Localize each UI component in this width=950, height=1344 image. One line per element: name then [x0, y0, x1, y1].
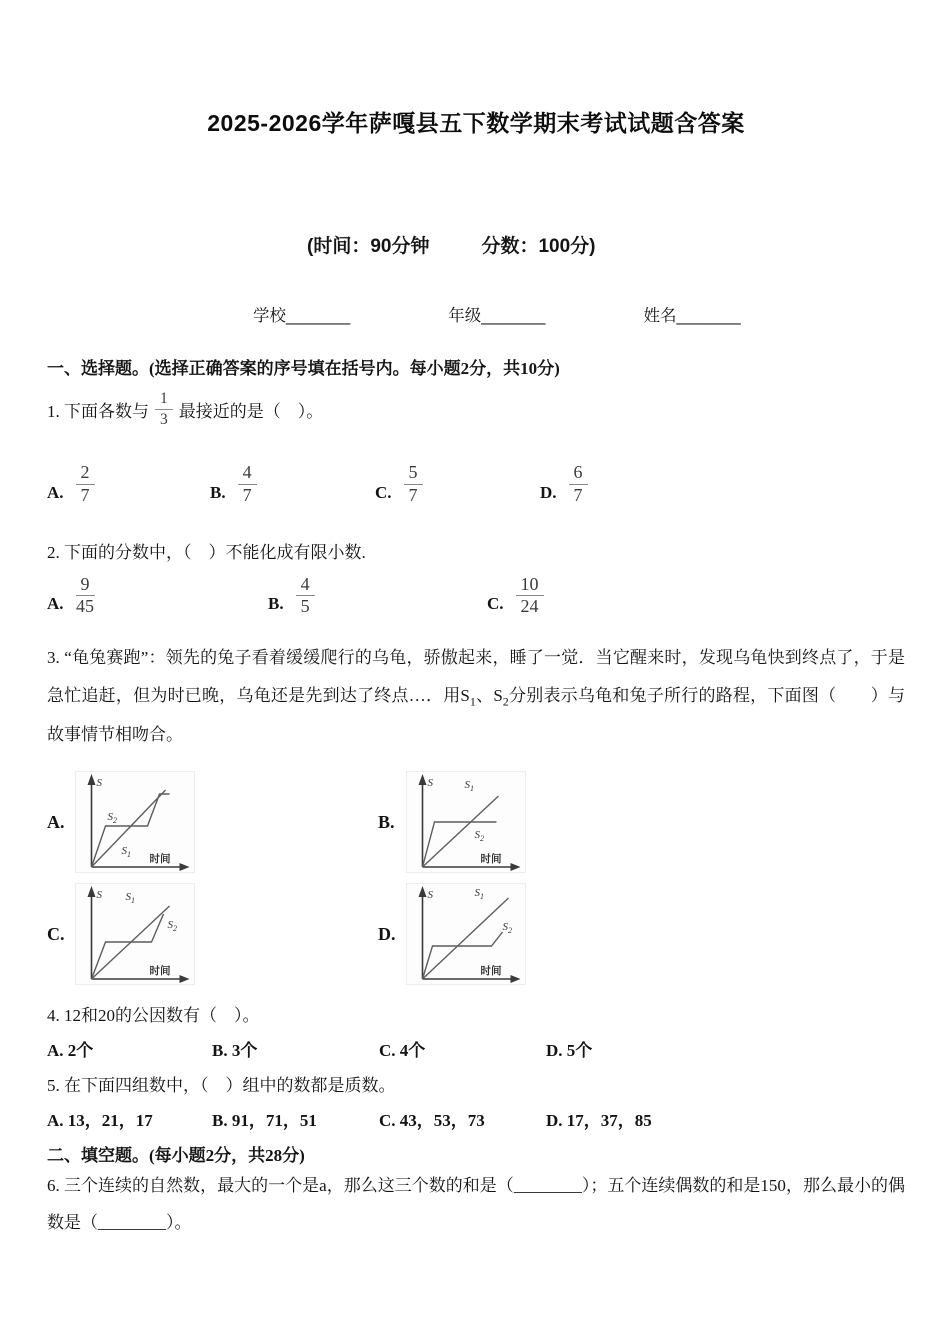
field-name: 姓名_______	[643, 307, 741, 325]
y-axis-label: S	[96, 889, 102, 902]
s1-label: $S_1$	[121, 845, 131, 860]
y-axis-arrow-icon	[88, 774, 96, 785]
question-3-graphs-row-2	[47, 883, 905, 985]
question-3: 3. “龟兔赛跑”：领先的兔子看着缓缓爬行的乌龟，骄傲起来，睡了一觉．当它醒来时，发现乌龟快到终点了，于是急忙追赶，但为时已晚，乌龟还是先到达了终点…．用$S_1$、$S_2$分别表示乌龟和兔子所行的路程，下面图（ ）与故事情节相吻合。	[47, 648, 905, 744]
option-a: A. $\frac{2}{7}$	[47, 463, 210, 506]
option-a: A. 13，21，17	[47, 1111, 153, 1131]
question-4: 4. 12和20的公因数有（ ）。	[47, 1006, 260, 1026]
s2-label: $S_2$	[107, 811, 117, 826]
question-4-options	[47, 1036, 905, 1061]
page-title: 2025-2026学年萨嘎县五下数学期末考试试题含答案	[207, 110, 745, 136]
graph-option-b	[378, 771, 526, 873]
question-3-graphs-row-1	[47, 771, 905, 873]
distance-time-chart-c	[75, 883, 195, 985]
s1-label: $S_1$	[125, 891, 135, 906]
question-1-options	[47, 463, 905, 506]
option-c: C. $\frac{10}{24}$	[487, 575, 550, 618]
x-axis-label: 时间	[149, 853, 171, 866]
option-c: C. 43，53，73	[379, 1111, 485, 1131]
fraction: $\frac{5}{7}$	[404, 463, 423, 506]
distance-time-chart-b	[406, 771, 526, 873]
distance-time-chart-d	[406, 883, 526, 985]
x-axis-arrow-icon	[511, 863, 521, 871]
question-2: 2. 下面的分数中，（ ）不能化成有限小数.	[47, 542, 366, 562]
exam-time: (时间：90分钟	[307, 236, 430, 257]
distance-time-chart-a	[75, 771, 195, 873]
x-axis-label: 时间	[480, 853, 502, 866]
x-axis-label: 时间	[480, 965, 502, 978]
fraction: $\frac{4}{5}$	[296, 575, 315, 618]
x-axis-label: 时间	[149, 965, 171, 978]
s1-label: $S_1$	[464, 779, 474, 794]
option-d: D. 17，37，85	[546, 1111, 652, 1131]
field-grade: 年级_______	[448, 307, 546, 325]
y-axis-label: S	[96, 777, 102, 790]
y-axis-arrow-icon	[419, 774, 427, 785]
option-b: B. 91，71，51	[212, 1111, 317, 1131]
y-axis-label: S	[427, 889, 433, 902]
question-1	[47, 381, 905, 437]
option-b: B. $\frac{4}{5}$	[268, 575, 487, 618]
y-axis-arrow-icon	[88, 886, 96, 897]
section1-heading: 一、选择题。(选择正确答案的序号填在括号内。每小题2分，共10分)	[47, 359, 560, 378]
graph-option-a	[47, 771, 378, 873]
s2-label: $S_2$	[167, 919, 177, 934]
y-axis-arrow-icon	[419, 886, 427, 897]
y-axis-label: S	[427, 777, 433, 790]
fraction: $\frac{4}{7}$	[238, 463, 257, 506]
option-c: C. 4个	[379, 1041, 426, 1061]
x-axis-arrow-icon	[180, 863, 190, 871]
question-1-suffix: 最接近的是（ ）。	[178, 401, 324, 421]
student-fields	[47, 302, 905, 326]
option-b: B. 3个	[212, 1041, 258, 1061]
option-c: C. $\frac{5}{7}$	[375, 463, 540, 506]
question-2-options	[47, 575, 905, 618]
question-6: 6. 三个连续的自然数，最大的一个是a，那么这三个数的和是（________）；五个连续偶数的和是150，那么最小的偶数是（________）。	[47, 1176, 905, 1232]
exam-meta	[47, 231, 905, 258]
option-d: D. $\frac{6}{7}$	[540, 463, 594, 506]
fraction: $\frac{2}{7}$	[76, 463, 95, 506]
fraction: $\frac{10}{24}$	[516, 575, 544, 618]
fraction-one-third: $\frac{1}{3}$	[155, 390, 173, 427]
option-a: A. $\frac{9}{45}$	[47, 573, 95, 617]
question-1-prefix: 1. 下面各数与	[47, 401, 149, 421]
fraction: $\frac{6}{7}$	[569, 463, 588, 506]
s2-label: $S_2$	[474, 829, 484, 844]
graph-option-c	[47, 883, 378, 985]
option-letter: D.	[378, 923, 396, 944]
exam-score: 分数：100分)	[481, 236, 596, 257]
field-school: 学校_______	[253, 307, 351, 325]
x-axis-arrow-icon	[180, 975, 190, 983]
option-letter: C.	[47, 923, 65, 944]
question-5: 5. 在下面四组数中，（ ）组中的数都是质数。	[47, 1076, 396, 1096]
s1-label: $S_1$	[474, 887, 484, 902]
option-d: D. 5个	[546, 1041, 593, 1061]
x-axis-arrow-icon	[511, 975, 521, 983]
option-b: B. $\frac{4}{7}$	[210, 463, 375, 506]
option-letter: B.	[378, 811, 395, 832]
s2-label: $S_2$	[502, 921, 512, 936]
section2-heading: 二、填空题。(每小题2分，共28分)	[47, 1146, 305, 1166]
option-a: A. 2个	[47, 1041, 94, 1061]
question-5-options	[47, 1106, 905, 1131]
option-letter: A.	[47, 811, 65, 832]
graph-option-d	[378, 883, 526, 985]
fraction: $\frac{9}{45}$	[76, 573, 95, 617]
